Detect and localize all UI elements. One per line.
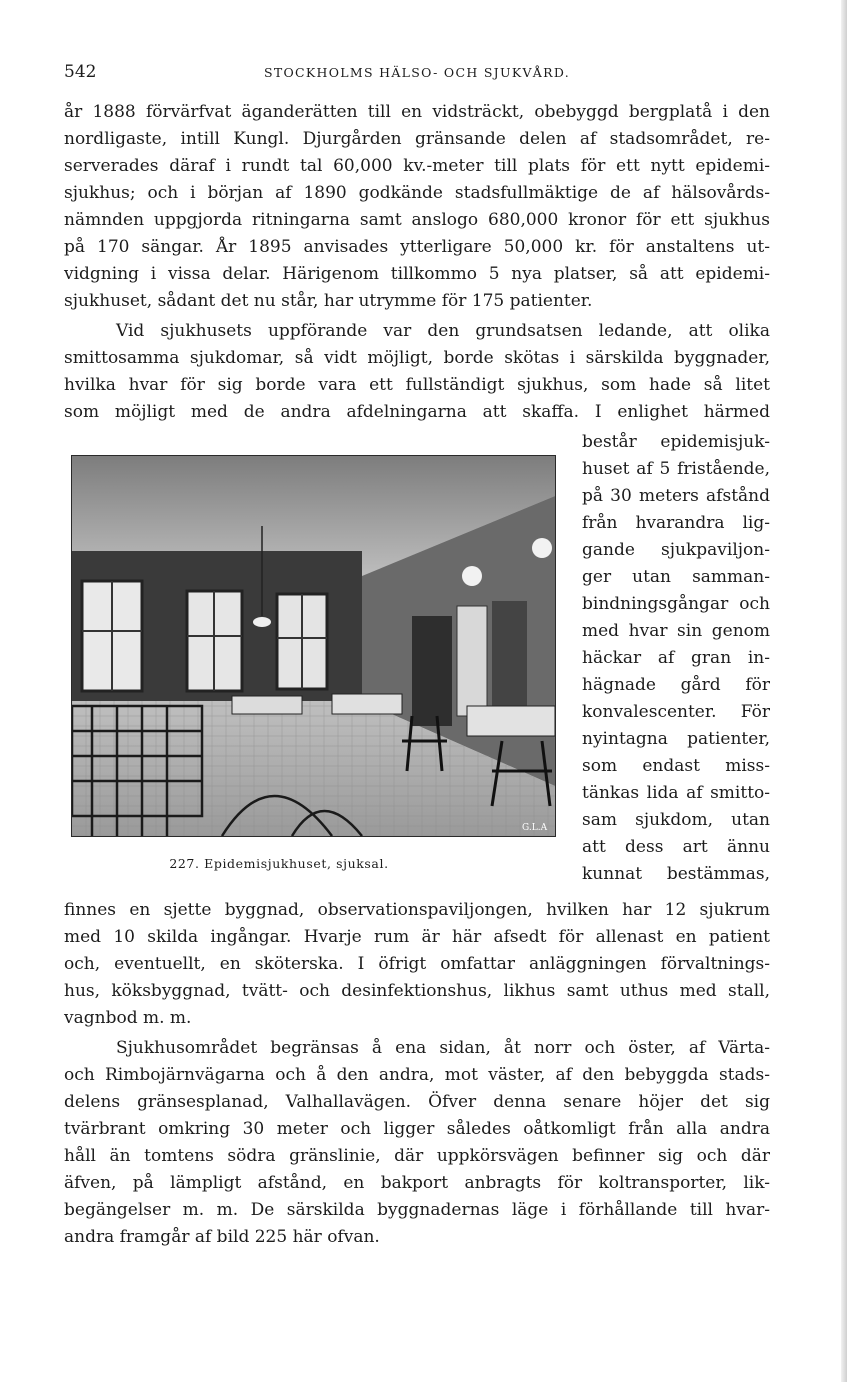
text-line: som möjligt med de andra afdelningarna att skaffa. I enlighet härmed	[64, 402, 770, 422]
text-line: nämnden uppgjorda ritningarna samt anslogo 680,000 kronor för ett sjukhus	[64, 210, 770, 230]
figure-caption: 227. Epidemisjukhuset, sjuksal.	[169, 856, 389, 871]
figure-photo-hospital-ward	[71, 455, 556, 837]
text-line: sjukhus; och i början af 1890 godkände stadsfullmäktige de af hälsovårds-	[64, 183, 770, 203]
text-line: på 30 meters afstånd	[582, 486, 770, 506]
text-line: hvilka hvar för sig borde vara ett fullständigt sjukhus, som hade så litet	[64, 375, 770, 395]
photo-signature: G.L.A	[522, 823, 548, 833]
running-title: STOCKHOLMS HÄLSO- OCH SJUKVÅRD.	[264, 65, 570, 80]
text-line: vidgning i vissa delar. Härigenom tillkommo 5 nya platser, så att epidemi-	[64, 264, 770, 284]
text-line: vagnbod m. m.	[64, 1008, 192, 1028]
page-number: 542	[64, 62, 97, 82]
text-line: tänkas lida af smitto-	[582, 783, 770, 803]
text-line: tvärbrant omkring 30 meter och ligger således oåtkomligt från alla andra	[64, 1119, 770, 1139]
text-line: Vid sjukhusets uppförande var den grundsatsen ledande, att olika	[116, 321, 770, 341]
text-line: och Rimbojärnvägarna och å den andra, mot väster, af den bebyggda stads-	[64, 1065, 770, 1085]
text-line: begängelser m. m. De särskilda byggnadernas läge i förhållande till hvar-	[64, 1200, 770, 1220]
page-header	[64, 62, 770, 84]
text-line: delens gränsesplanad, Valhallavägen. Öfver denna senare höjer det sig	[64, 1092, 770, 1112]
text-line: som endast miss-	[582, 756, 770, 776]
text-line: konvalescenter. För	[582, 702, 770, 722]
text-line: ger utan samman-	[582, 567, 770, 587]
text-line: håll än tomtens södra gränslinie, där uppkörsvägen befinner sig och där	[64, 1146, 770, 1166]
text-line: hus, köksbyggnad, tvätt- och desinfektionshus, likhus samt uthus med stall,	[64, 981, 770, 1001]
text-line: huset af 5 fristående,	[582, 459, 770, 479]
text-line: finnes en sjette byggnad, observationspaviljongen, hvilken har 12 sjukrum	[64, 900, 770, 920]
text-line: serverades däraf i rundt tal 60,000 kv.-meter till plats för ett nytt epidemi-	[64, 156, 770, 176]
text-line: och, eventuellt, en sköterska. I öfrigt omfattar anläggningen förvaltnings-	[64, 954, 770, 974]
text-line: smittosamma sjukdomar, så vidt möjligt, borde skötas i särskilda byggnader,	[64, 348, 770, 368]
text-line: nyintagna patienter,	[582, 729, 770, 749]
text-line: häckar af gran in-	[582, 648, 770, 668]
text-line: gande sjukpaviljon-	[582, 540, 770, 560]
text-line: bindningsgångar och	[582, 594, 770, 614]
text-line: på 170 sängar. År 1895 anvisades ytterligare 50,000 kr. för anstaltens ut-	[64, 237, 770, 257]
text-line: Sjukhusområdet begränsas å ena sidan, åt norr och öster, af Värta-	[116, 1038, 770, 1058]
text-line: sjukhuset, sådant det nu står, har utrymme för 175 patienter.	[64, 291, 593, 311]
text-line: hägnade gård för	[582, 675, 770, 695]
page-edge-shadow	[841, 0, 847, 1382]
text-line: med 10 skilda ingångar. Hvarje rum är här afsedt för allenast en patient	[64, 927, 770, 947]
text-line: kunnat bestämmas,	[582, 864, 770, 884]
text-line: från hvarandra lig-	[582, 513, 770, 533]
text-line: äfven, på lämpligt afstånd, en bakport anbragts för koltransporter, lik-	[64, 1173, 770, 1193]
text-line: med hvar sin genom	[582, 621, 770, 641]
text-line: nordligaste, intill Kungl. Djurgården gränsande delen af stadsområdet, re-	[64, 129, 770, 149]
text-line: sam sjukdom, utan	[582, 810, 770, 830]
text-line: år 1888 förvärfvat äganderätten till en vidsträckt, obebyggd bergplatå i den	[64, 102, 770, 122]
text-line: att dess art ännu	[582, 837, 770, 857]
text-line: andra framgår af bild 225 här ofvan.	[64, 1227, 380, 1247]
text-line: består epidemisjuk-	[582, 432, 770, 452]
